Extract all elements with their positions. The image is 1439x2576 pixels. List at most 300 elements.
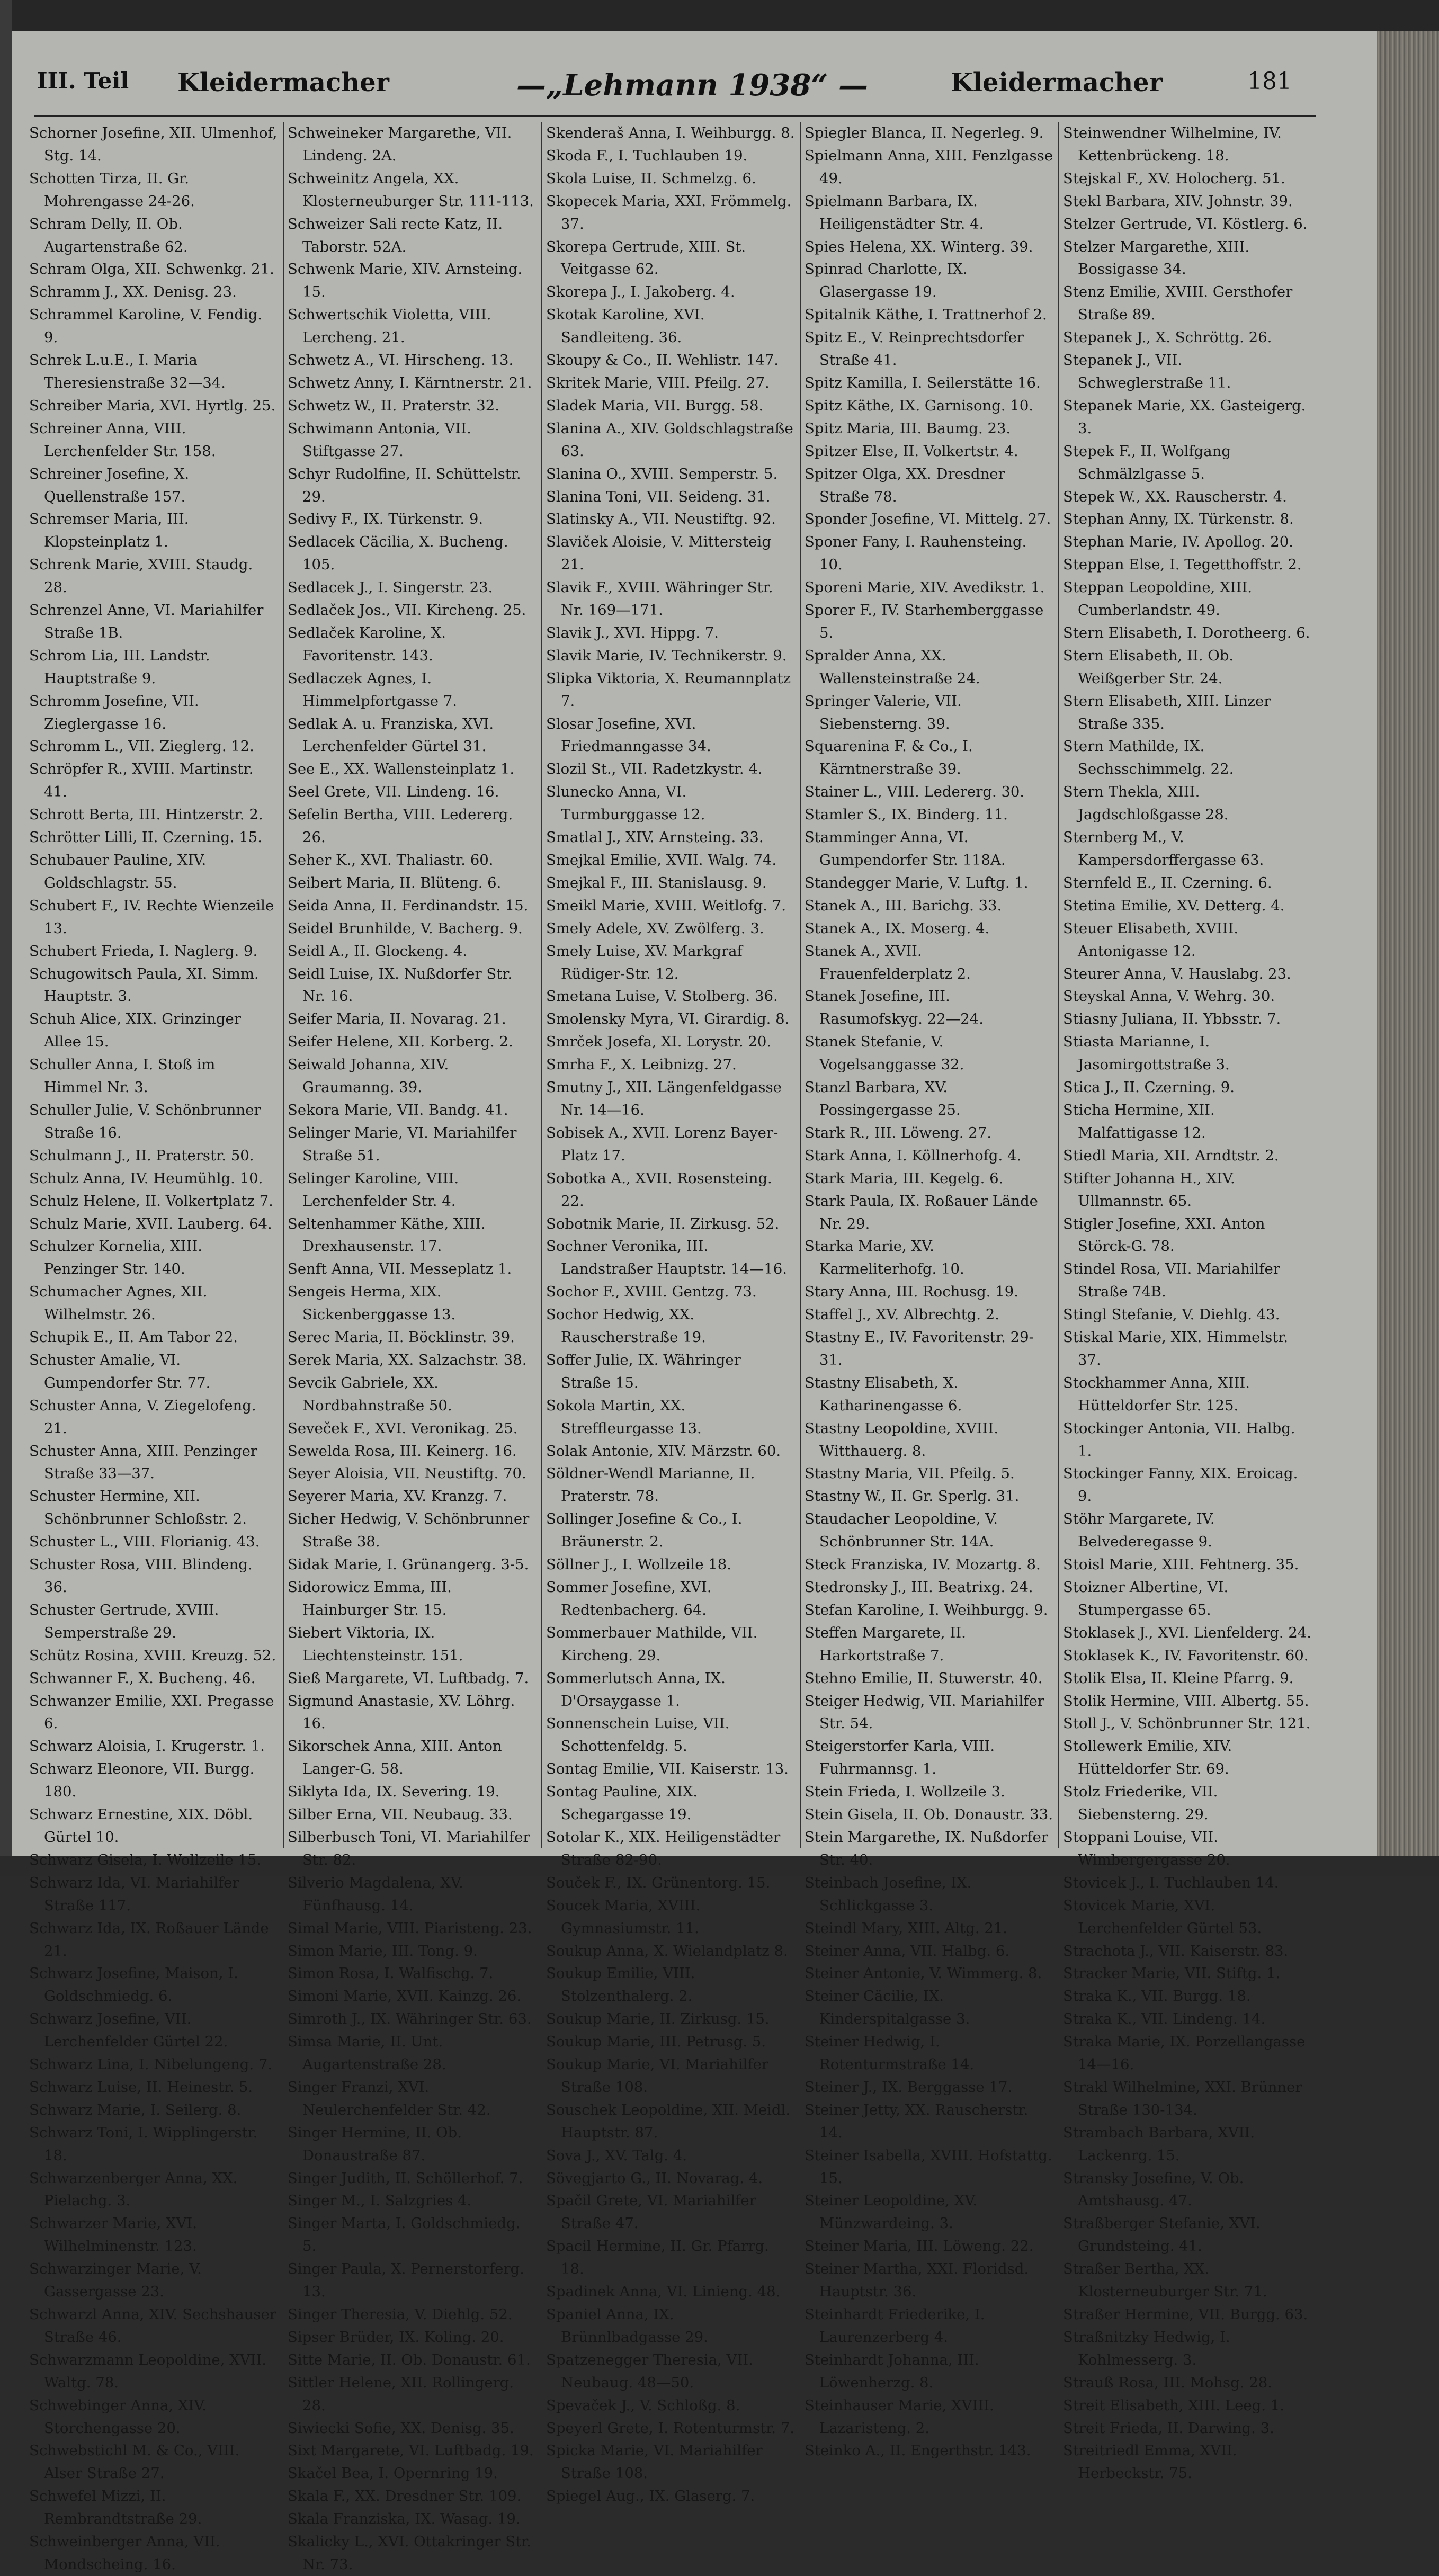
directory-entry: Schyr Rudolfine, II. Schüttelstr. 29. <box>288 465 521 505</box>
directory-entry: Steck Franziska, IV. Mozartg. 8. <box>805 1556 1041 1573</box>
directory-entry: Skalicky L., XVI. Ottakringer Str. Nr. 73. <box>288 2533 531 2573</box>
directory-entry: Schuster Anna, XIII. Penzinger Straße 33—37. <box>29 1442 258 1482</box>
directory-entry: Stastny Leopoldine, XVIII. Witthauerg. 8. <box>805 1419 999 1460</box>
directory-entry: Schwetz Anny, I. Kärntnerstr. 21. <box>288 374 532 391</box>
directory-entry: Slaviček Aloisie, V. Mittersteig 21. <box>546 533 771 574</box>
directory-entry: Selinger Marie, VI. Mariahilfer Straße 51. <box>288 1124 517 1164</box>
column-divider <box>541 122 542 1848</box>
directory-entry: Skorepa J., I. Jakoberg. 4. <box>546 283 735 301</box>
directory-entry: Smely Adele, XV. Zwölferg. 3. <box>546 919 764 937</box>
directory-entry: Stejskal F., XV. Holocherg. 51. <box>1063 169 1285 187</box>
directory-entry: Skala F., XX. Dresdner Str. 109. <box>288 2488 522 2505</box>
directory-entry: Stern Elisabeth, I. Dorotheerg. 6. <box>1063 624 1310 641</box>
directory-entry: Springer Valerie, VII. Siebensterng. 39. <box>805 692 962 732</box>
directory-entry: Sicher Hedwig, V. Schönbrunner Straße 38. <box>288 1510 530 1551</box>
directory-entry: Simsa Marie, II. Unt. Augartenstraße 28. <box>288 2033 446 2073</box>
directory-entry: Steiner Antonie, V. Wimmerg. 8. <box>805 1965 1042 1982</box>
directory-entry: Singer Hermine, II. Ob. Donaustraße 87. <box>288 2124 462 2164</box>
directory-entry: Schwarzer Marie, XVI. Wilhelminenstr. 123. <box>29 2215 197 2255</box>
directory-entry: Sevcik Gabriele, XX. Nordbahnstraße 50. <box>288 1374 452 1414</box>
directory-entry: Steigerstorfer Karla, VIII. Fuhrmannsg. 1. <box>805 1738 995 1778</box>
directory-column-1 <box>29 122 278 2573</box>
directory-entry: Sommerbauer Mathilde, VII. Kircheng. 29. <box>546 1624 758 1664</box>
page-number: 181 <box>1247 68 1292 95</box>
directory-entry: Stockhammer Anna, XIII. Hütteldorfer Str. 125. <box>1063 1374 1250 1414</box>
directory-entry: Slanina O., XVIII. Semperstr. 5. <box>546 465 778 482</box>
directory-entry: Straka K., VII. Burgg. 18. <box>1063 1988 1251 2005</box>
directory-entry: Sidak Marie, I. Grünangerg. 3-5. <box>288 1556 529 1573</box>
directory-entry: Steindl Mary, XIII. Altg. 21. <box>805 1919 1008 1937</box>
directory-entry: Sponder Josefine, VI. Mittelg. 27. <box>805 511 1051 528</box>
directory-entry: Seher K., XVI. Thaliastr. 60. <box>288 852 494 869</box>
directory-entry: Schweineker Margarethe, VII. Lindeng. 2A. <box>288 124 512 164</box>
directory-entry: Stefan Karoline, I. Weihburgg. 9. <box>805 1601 1048 1618</box>
directory-entry: Stoisl Marie, XIII. Fehtnerg. 35. <box>1063 1556 1299 1573</box>
directory-entry: Stoklasek J., XVI. Lienfelderg. 24. <box>1063 1624 1312 1641</box>
directory-entry: Sitte Marie, II. Ob. Donaustr. 61. <box>288 2351 531 2368</box>
directory-entry: Siebert Viktoria, IX. Liechtensteinstr. 151. <box>288 1624 463 1664</box>
directory-entry: Schwetz A., VI. Hirscheng. 13. <box>288 352 514 369</box>
directory-entry: Simal Marie, VIII. Piaristeng. 23. <box>288 1919 532 1937</box>
directory-entry: Simoni Marie, XVII. Kainzg. 26. <box>288 1988 522 2005</box>
directory-entry: Schuster Anna, V. Ziegelofeng. 21. <box>29 1397 256 1437</box>
directory-entry: Seifer Helene, XII. Korberg. 2. <box>288 1033 513 1051</box>
directory-entry: Sigmund Anastasie, XV. Löhrg. 16. <box>288 1692 515 1732</box>
directory-entry: Soucek Maria, XVIII. Gymnasiumstr. 11. <box>546 1897 701 1937</box>
directory-entry: Steiner Leopoldine, XV. Münzwardeing. 3. <box>805 2192 978 2232</box>
directory-entry: Steffen Margarete, II. Harkortstraße 7. <box>805 1624 966 1664</box>
directory-entry: Stelzer Margarethe, XIII. Bossigasse 34. <box>1063 238 1250 278</box>
directory-entry: Seiwald Johanna, XIV. Graumanng. 39. <box>288 1056 449 1096</box>
directory-entry: Spitz Käthe, IX. Garnisong. 10. <box>805 397 1034 414</box>
scan-left-border <box>0 0 12 1876</box>
directory-entry: Sladek Maria, VII. Burgg. 58. <box>546 397 764 414</box>
directory-entry: Schwarz Ida, VI. Mariahilfer Straße 117. <box>29 1874 239 1914</box>
directory-entry: Schreiner Josefine, X. Quellenstraße 157. <box>29 465 190 505</box>
directory-entry: Singer Marta, I. Goldschmiedg. 5. <box>288 2215 521 2255</box>
header-rule <box>34 115 1316 117</box>
directory-entry: Smejkal F., III. Stanislausg. 9. <box>546 874 767 891</box>
directory-entry: Stingl Stefanie, V. Diehlg. 43. <box>1063 1306 1280 1323</box>
column-divider <box>283 122 284 1848</box>
directory-entry: Schulz Anna, IV. Heumühlg. 10. <box>29 1169 263 1187</box>
directory-entry: Sonnenschein Luise, VII. Schottenfeldg. 5. <box>546 1715 730 1755</box>
directory-entry: Slipka Viktoria, X. Reumannplatz 7. <box>546 669 791 710</box>
directory-entry: Seel Grete, VII. Lindeng. 16. <box>288 783 499 801</box>
directory-entry: Schuller Julie, V. Schönbrunner Straße 16. <box>29 1101 261 1141</box>
directory-entry: Stelzer Gertrude, VI. Köstlerg. 6. <box>1063 215 1308 232</box>
directory-entry: Schwenk Marie, XIV. Arnsteing. 15. <box>288 261 523 301</box>
directory-entry: Slavik J., XVI. Hippg. 7. <box>546 624 719 641</box>
directory-entry: Stica J., II. Czerning. 9. <box>1063 1079 1235 1096</box>
directory-entry: Stoklasek K., IV. Favoritenstr. 60. <box>1063 1647 1309 1664</box>
directory-entry: Stiedl Maria, XII. Arndtstr. 2. <box>1063 1147 1279 1164</box>
directory-entry: Skačel Bea, I. Opernring 19. <box>288 2465 498 2482</box>
directory-entry: Spielmann Barbara, IX. Heiligenstädter Str. 4. <box>805 192 984 232</box>
directory-entry: Soukup Marie, III. Petrusg. 5. <box>546 2033 766 2051</box>
directory-entry: Sengeis Herma, XIX. Sickenberggasse 13. <box>288 1283 456 1323</box>
directory-entry: Schubert Frieda, I. Naglerg. 9. <box>29 942 258 960</box>
directory-entry: Schram Delly, II. Ob. Augartenstraße 62. <box>29 215 188 255</box>
directory-entry: Sontag Pauline, XIX. Schegargasse 19. <box>546 1783 698 1823</box>
header-title: —„Lehmann 1938“ — <box>516 68 868 103</box>
directory-entry: Sternfeld E., II. Czerning. 6. <box>1063 874 1272 891</box>
directory-entry: Seibert Maria, II. Blüteng. 6. <box>288 874 502 891</box>
directory-entry: Stark Paula, IX. Roßauer Lände Nr. 29. <box>805 1192 1038 1232</box>
directory-entry: Stark Anna, I. Köllnerhofg. 4. <box>805 1147 1022 1164</box>
directory-entry: Seyer Aloisia, VII. Neustiftg. 70. <box>288 1465 526 1482</box>
directory-entry: Spacil Hermine, II. Gr. Pfarrg. 18. <box>546 2238 769 2278</box>
directory-entry: Stockinger Antonia, VII. Halbg. 1. <box>1063 1419 1295 1460</box>
directory-entry: Schwarz Ernestine, XIX. Döbl. Gürtel 10. <box>29 1806 253 1846</box>
directory-entry: Sewelda Rosa, III. Keinerg. 16. <box>288 1442 517 1460</box>
directory-entry: Schwarz Marie, I. Seilerg. 8. <box>29 2101 242 2118</box>
directory-entry: Steppan Leopoldine, XIII. Cumberlandstr. 49. <box>1063 579 1253 619</box>
directory-entry: Schulz Helene, II. Volkertplatz 7. <box>29 1192 273 1210</box>
directory-entry: Sternberg M., V. Kampersdorffergasse 63. <box>1063 829 1264 869</box>
directory-entry: Steiner Anna, VII. Halbg. 6. <box>805 1942 1010 1960</box>
directory-entry: Schuster L., VIII. Florianig. 43. <box>29 1533 260 1551</box>
directory-entry: Steppan Else, I. Tegetthoffstr. 2. <box>1063 556 1302 574</box>
directory-entry: Senft Anna, VII. Messeplatz 1. <box>288 1260 512 1278</box>
directory-entry: Slozil St., VII. Radetzkystr. 4. <box>546 761 763 778</box>
directory-entry: Straka K., VII. Lindeng. 14. <box>1063 2010 1266 2028</box>
directory-entry: Stehno Emilie, II. Stuwerstr. 40. <box>805 1669 1043 1687</box>
directory-entry: Stigler Josefine, XXI. Anton Störck-G. 78. <box>1063 1215 1265 1255</box>
directory-entry: Stern Elisabeth, II. Ob. Weißgerber Str. 24. <box>1063 647 1234 687</box>
directory-entry: Schumacher Agnes, XII. Wilhelmstr. 26. <box>29 1283 208 1323</box>
directory-entry: Singer Paula, X. Pernerstorferg. 13. <box>288 2260 524 2301</box>
directory-entry: Schuster Gertrude, XVIII. Semperstraße 29. <box>29 1601 219 1641</box>
directory-entry: Stastny Elisabeth, X. Katharinengasse 6. <box>805 1374 962 1414</box>
directory-entry: Schremser Maria, III. Klopsteinplatz 1. <box>29 511 189 551</box>
directory-entry: Serec Maria, II. Böcklinstr. 39. <box>288 1329 515 1346</box>
directory-entry: Steuer Elisabeth, XVIII. Antonigasse 12. <box>1063 919 1239 960</box>
directory-entry: Sponer Fany, I. Rauhensteing. 10. <box>805 533 1027 574</box>
directory-entry: Singer Judith, II. Schöllerhof. 7. <box>288 2169 523 2187</box>
directory-entry: Schram Olga, XII. Schwenkg. 21. <box>29 261 274 278</box>
directory-entry: Sixt Margarete, VI. Luftbadg. 19. <box>288 2442 534 2459</box>
directory-entry: Schütz Rosina, XVIII. Kreuzg. 52. <box>29 1647 276 1664</box>
directory-entry: Stanzl Barbara, XV. Possingergasse 25. <box>805 1079 961 1119</box>
directory-entry: Simroth J., IX. Währinger Str. 63. <box>288 2010 532 2028</box>
directory-entry: Seidel Brunhilde, V. Bacherg. 9. <box>288 919 523 937</box>
directory-entry: Stransky Josefine, V. Ob. Amtshausg. 47. <box>1063 2169 1244 2210</box>
column-divider <box>800 122 801 1848</box>
directory-entry: Singer M., I. Salzgries 4. <box>288 2192 472 2210</box>
directory-entry: Speyerl Grete, I. Rotenturmstr. 7. <box>546 2419 795 2437</box>
directory-entry: Schwarz Toni, I. Wipplingerstr. 18. <box>29 2124 258 2164</box>
directory-entry: Spicka Marie, VI. Mariahilfer Straße 108. <box>546 2442 763 2482</box>
directory-entry: Schrom Lia, III. Landstr. Hauptstraße 9. <box>29 647 210 687</box>
directory-entry: Skoupy & Co., II. Wehlistr. 147. <box>546 352 779 369</box>
directory-entry: Sövegjarto G., II. Novarag. 4. <box>546 2169 763 2187</box>
directory-entry: Schwebstichl M. & Co., VIII. Alser Straße 27. <box>29 2442 240 2482</box>
directory-entry: Simon Marie, III. Tong. 9. <box>288 1942 478 1960</box>
directory-entry: Slosar Josefine, XVI. Friedmanngasse 34. <box>546 715 711 755</box>
directory-entry: Stiasta Marianne, I. Jasomirgottstraße 3. <box>1063 1033 1230 1074</box>
directory-entry: Steinhardt Friederike, I. Laurenzerberg 4. <box>805 2306 985 2346</box>
directory-entry: Sedlacek Cäcilia, X. Bucheng. 105. <box>288 533 508 574</box>
directory-entry: Sedlak A. u. Franziska, XVI. Lerchenfelder Gürtel 31. <box>288 715 494 755</box>
directory-entry: Stockinger Fanny, XIX. Eroicag. 9. <box>1063 1465 1298 1505</box>
directory-entry: Stanek Josefine, III. Rasumofskyg. 22—24. <box>805 988 984 1028</box>
directory-entry: Skritek Marie, VIII. Pfeilg. 27. <box>546 374 770 391</box>
directory-entry: Solak Antonie, XIV. Märzstr. 60. <box>546 1442 781 1460</box>
directory-entry: Smely Luise, XV. Markgraf Rüdiger-Str. 12. <box>546 942 743 982</box>
directory-entry: Steiger Hedwig, VII. Mariahilfer Str. 54. <box>805 1692 1044 1732</box>
directory-entry: Schrenzel Anne, VI. Mariahilfer Straße 1B. <box>29 602 264 641</box>
directory-entry: Stastny E., IV. Favoritenstr. 29-31. <box>805 1329 1034 1368</box>
column-divider <box>1058 122 1059 1848</box>
running-header <box>29 64 1316 111</box>
directory-entry: Söllner J., I. Wollzeile 18. <box>546 1556 731 1573</box>
directory-entry: Seidl Luise, IX. Nußdorfer Str. Nr. 16. <box>288 965 513 1005</box>
directory-entry: Stifter Johanna H., XIV. Ullmannstr. 65. <box>1063 1169 1235 1210</box>
directory-entry: Sittler Helene, XII. Rollingerg. 28. <box>288 2374 514 2414</box>
directory-entry: Squarenina F. & Co., I. Kärntnerstraße 39. <box>805 738 973 778</box>
directory-entry: Schwarzinger Marie, V. Gassergasse 23. <box>29 2260 202 2301</box>
directory-entry: Sobisek A., XVII. Lorenz Bayer-Platz 17. <box>546 1124 779 1164</box>
directory-entry: Stiskal Marie, XIX. Himmelstr. 37. <box>1063 1329 1289 1368</box>
directory-entry: Schwarz Lina, I. Nibelungeng. 7. <box>29 2056 273 2073</box>
directory-entry: Sobotka A., XVII. Rosensteing. 22. <box>546 1169 772 1210</box>
directory-entry: Steiner Cäcilie, IX. Kinderspitalgasse 3. <box>805 1988 970 2028</box>
directory-entry: Schrammel Karoline, V. Fendig. 9. <box>29 306 262 346</box>
directory-entry: Stovicek Marie, XVI. Lerchenfelder Gürtel 53. <box>1063 1897 1262 1937</box>
directory-entry: Serek Maria, XX. Salzachstr. 38. <box>288 1351 527 1368</box>
directory-entry: Stolik Hermine, VIII. Albertg. 55. <box>1063 1692 1309 1710</box>
directory-entry: Schwarzenberger Anna, XX. Pielachg. 3. <box>29 2169 238 2210</box>
directory-entry: Schramm J., XX. Denisg. 23. <box>29 283 237 301</box>
directory-entry: Streit Frieda, II. Darwing. 3. <box>1063 2419 1274 2437</box>
directory-entry: Spitzer Else, II. Volkertstr. 4. <box>805 442 1018 460</box>
directory-entry: Stanek A., XVII. Frauenfelderplatz 2. <box>805 942 971 982</box>
directory-entry: Schröpfer R., XVIII. Martinstr. 41. <box>29 761 254 801</box>
directory-entry: Sova J., XV. Talg. 4. <box>546 2146 687 2164</box>
directory-entry: Smetana Luise, V. Stolberg. 36. <box>546 988 778 1005</box>
directory-entry: Stein Margarethe, IX. Nußdorfer Str. 40. <box>805 1828 1049 1868</box>
header-part-label: III. Teil <box>37 68 129 94</box>
directory-entry: Stanek A., III. Barichg. 33. <box>805 897 1002 914</box>
directory-entry: Stedronsky J., III. Beatrixg. 24. <box>805 1579 1033 1596</box>
directory-entry: Sedlacek J., I. Singerstr. 23. <box>288 579 493 596</box>
directory-entry: Spaniel Anna, IX. Brünnlbadgasse 29. <box>546 2306 708 2346</box>
directory-entry: Skopecek Maria, XXI. Frömmelg. 37. <box>546 192 792 232</box>
directory-entry: Schuster Hermine, XII. Schönbrunner Schloßstr. 2. <box>29 1488 247 1528</box>
directory-entry: Souček F., IX. Grünentorg. 15. <box>546 1874 771 1891</box>
directory-entry: Sochor Hedwig, XX. Rauscherstraße 19. <box>546 1306 706 1346</box>
directory-entry: Spies Helena, XX. Winterg. 39. <box>805 238 1033 255</box>
directory-entry: Stepek F., II. Wolfgang Schmälzlgasse 5. <box>1063 442 1231 482</box>
directory-entry: Straßer Hermine, VII. Burgg. 63. <box>1063 2306 1308 2323</box>
directory-entry: Stepanek Marie, XX. Gasteigerg. 3. <box>1063 397 1306 437</box>
directory-entry: Stekl Barbara, XIV. Johnstr. 39. <box>1063 192 1293 210</box>
directory-entry: Stanek A., IX. Moserg. 4. <box>805 919 990 937</box>
directory-entry: Slavik Marie, IV. Technikerstr. 9. <box>546 647 787 664</box>
directory-entry: Stamminger Anna, VI. Gumpendorfer Str. 118A. <box>805 829 1006 869</box>
directory-entry: Schwanzer Emilie, XXI. Pregasse 6. <box>29 1692 274 1732</box>
directory-entry: Schwertschik Violetta, VIII. Lercheng. 21. <box>288 306 491 346</box>
directory-entry: Sidorowicz Emma, III. Hainburger Str. 15. <box>288 1579 452 1618</box>
directory-entry: Stary Anna, III. Rochusg. 19. <box>805 1283 1018 1301</box>
directory-entry: Singer Franzi, XVI. Neulerchenfelder Str. 42. <box>288 2078 491 2118</box>
directory-entry: Stark Maria, III. Kegelg. 6. <box>805 1169 1004 1187</box>
directory-entry: Steinbach Josefine, IX. Schlickgasse 3. <box>805 1874 972 1914</box>
directory-entry: Silverio Magdalena, XV. Fünfhausg. 14. <box>288 1874 463 1914</box>
directory-entry: Stepek W., XX. Rauscherstr. 4. <box>1063 488 1287 505</box>
directory-entry: Spitz Kamilla, I. Seilerstätte 16. <box>805 374 1041 391</box>
directory-entry: Sipser Brüder, IX. Koling. 20. <box>288 2328 504 2346</box>
directory-entry: Schweinitz Angela, XX. Klosterneuburger Str. 111-113. <box>288 169 534 210</box>
directory-entry: Sticha Hermine, XII. Malfattigasse 12. <box>1063 1101 1215 1141</box>
directory-entry: Smrček Josefa, XI. Lorystr. 20. <box>546 1033 772 1051</box>
directory-entry: Smejkal Emilie, XVII. Walg. 74. <box>546 852 777 869</box>
directory-entry: Standegger Marie, V. Luftg. 1. <box>805 874 1029 891</box>
directory-entry: Stern Thekla, XIII. Jagdschloßgasse 28. <box>1063 783 1229 824</box>
directory-entry: Straka Marie, IX. Porzellangasse 14—16. <box>1063 2033 1306 2073</box>
directory-entry: Strachota J., VII. Kaiserstr. 83. <box>1063 1942 1289 1960</box>
directory-entry: Steinhardt Johanna, III. Löwenherzg. 8. <box>805 2351 979 2391</box>
directory-entry: Silber Erna, VII. Neubaug. 33. <box>288 1806 513 1823</box>
directory-entry: Stoll J., V. Schönbrunner Str. 121. <box>1063 1715 1311 1732</box>
directory-column-4 <box>805 122 1053 2459</box>
directory-column-5 <box>1063 122 1312 2482</box>
directory-entry: Soukup Emilie, VIII. Stolzenthalerg. 2. <box>546 1965 695 2005</box>
directory-entry: Sporeni Marie, XIV. Avedikstr. 1. <box>805 579 1045 596</box>
directory-entry: Skoda F., I. Tuchlauben 19. <box>546 147 748 164</box>
directory-entry: Stolz Friederike, VII. Siebensterng. 29. <box>1063 1783 1218 1823</box>
directory-entry: Staffel J., XV. Albrechtg. 2. <box>805 1306 1000 1323</box>
directory-entry: Straßberger Stefanie, XVI. Grundsteing. 41. <box>1063 2215 1261 2255</box>
directory-entry: Stephan Anny, IX. Türkenstr. 8. <box>1063 511 1294 528</box>
directory-entry: Schrek L.u.E., I. Maria Theresienstraße 32—34. <box>29 352 226 391</box>
directory-entry: Stolik Elsa, II. Kleine Pfarrg. 9. <box>1063 1669 1294 1687</box>
directory-entry: Söldner-Wendl Marianne, II. Praterstr. 78. <box>546 1465 755 1505</box>
directory-entry: Singer Theresia, V. Diehlg. 52. <box>288 2306 513 2323</box>
directory-entry: Sochor F., XVIII. Gentzg. 73. <box>546 1283 757 1301</box>
directory-entry: Stiasny Juliana, II. Ybbsstr. 7. <box>1063 1010 1281 1028</box>
directory-entry: Schwarz Josefine, Maison, I. Goldschmiedg. 6. <box>29 1965 238 2005</box>
directory-entry: Spitalnik Käthe, I. Trattnerhof 2. <box>805 306 1047 324</box>
directory-entry: Sedlaček Karoline, X. Favoritenstr. 143. <box>288 624 446 664</box>
directory-entry: Spinrad Charlotte, IX. Glasergasse 19. <box>805 261 968 301</box>
directory-entry: Schwarz Ida, IX. Roßauer Lände 21. <box>29 1919 269 1960</box>
directory-entry: Stindel Rosa, VII. Mariahilfer Straße 74B. <box>1063 1260 1280 1301</box>
directory-entry: Schweinberger Anna, VII. Mondscheing. 16. <box>29 2533 220 2573</box>
directory-entry: Schwarz Gisela, I. Wollzeile 15. <box>29 1851 262 1868</box>
directory-entry: Stainer L., VIII. Ledererg. 30. <box>805 783 1025 801</box>
directory-entry: Schulzer Kornelia, XIII. Penzinger Str. 140. <box>29 1238 202 1278</box>
directory-entry: Sefelin Bertha, VIII. Ledererg. 26. <box>288 806 513 846</box>
directory-entry: See E., XX. Wallensteinplatz 1. <box>288 761 515 778</box>
directory-entry: Schubert F., IV. Rechte Wienzeile 13. <box>29 897 274 937</box>
directory-entry: Strauß Rosa, III. Mohsg. 28. <box>1063 2374 1272 2391</box>
directory-entry: Steiner Martha, XXI. Floridsd. Hauptstr. 36. <box>805 2260 1029 2301</box>
directory-entry: Schulz Marie, XVII. Lauberg. 64. <box>29 1215 272 1232</box>
directory-entry: Schwarz Aloisia, I. Krugerstr. 1. <box>29 1738 265 1755</box>
directory-entry: Schwetz W., II. Praterstr. 32. <box>288 397 499 414</box>
directory-columns <box>29 122 1321 2573</box>
directory-entry: Straßer Bertha, XX. Klosterneuburger Str. 71. <box>1063 2260 1267 2301</box>
directory-entry: Silberbusch Toni, VI. Mariahilfer Str. 82. <box>288 1828 530 1868</box>
directory-entry: Sommerlutsch Anna, IX. D'Orsaygasse 1. <box>546 1669 726 1710</box>
directory-entry: Sobotnik Marie, II. Zirkusg. 52. <box>546 1215 780 1232</box>
directory-entry: Sedivy F., IX. Türkenstr. 9. <box>288 511 484 528</box>
directory-entry: Stanek Stefanie, V. Vogelsanggasse 32. <box>805 1033 964 1074</box>
directory-entry: Slunecko Anna, VI. Turmburggasse 12. <box>546 783 705 824</box>
directory-entry: Skala Franziska, IX. Wasag. 19. <box>288 2510 521 2528</box>
directory-entry: Starka Marie, XV. Karmeliterhofg. 10. <box>805 1238 964 1278</box>
directory-column-3 <box>546 122 795 2505</box>
directory-entry: Schromm L., VII. Zieglerg. 12. <box>29 738 254 755</box>
directory-entry: Sotolar K., XIX. Heiligenstädter Straße 82-90. <box>546 1828 781 1868</box>
directory-entry: Siwiecki Sofie, XX. Denisg. 35. <box>288 2419 514 2437</box>
directory-entry: Schwarz Eleonore, VII. Burgg. 180. <box>29 1760 255 1801</box>
directory-entry: Slanina Toni, VII. Seideng. 31. <box>546 488 771 505</box>
directory-entry: Schuh Alice, XIX. Grinzinger Allee 15. <box>29 1010 241 1051</box>
directory-entry: Stovicek J., I. Tuchlauben 14. <box>1063 1874 1279 1891</box>
directory-entry: Skotak Karoline, XVI. Sandleiteng. 36. <box>546 306 705 346</box>
directory-entry: Smatlal J., XIV. Arnsteing. 33. <box>546 829 764 846</box>
directory-entry: Schulmann J., II. Praterstr. 50. <box>29 1147 254 1164</box>
directory-entry: Stein Frieda, I. Wollzeile 3. <box>805 1783 1005 1801</box>
directory-entry: Strambach Barbara, XVII. Lackenrg. 15. <box>1063 2124 1255 2164</box>
directory-entry: Steiner Hedwig, I. Rotenturmstraße 14. <box>805 2033 975 2073</box>
directory-entry: Sekora Marie, VII. Bandg. 41. <box>288 1101 508 1119</box>
directory-entry: Sontag Emilie, VII. Kaiserstr. 13. <box>546 1760 789 1778</box>
directory-entry: Seifer Maria, II. Novarag. 21. <box>288 1010 506 1028</box>
directory-entry: Soukup Marie, II. Zirkusg. 15. <box>546 2010 770 2028</box>
directory-entry: Seidl A., II. Glockeng. 4. <box>288 942 468 960</box>
directory-entry: Schreiner Anna, VIII. Lerchenfelder Str. 158. <box>29 419 216 460</box>
directory-entry: Sochner Veronika, III. Landstraßer Hauptstr. 14—16. <box>546 1238 787 1278</box>
directory-entry: Spiegel Aug., IX. Glaserg. 7. <box>546 2488 755 2505</box>
directory-entry: Spevaček J., V. Schloßg. 8. <box>546 2396 740 2414</box>
directory-entry: Seyerer Maria, XV. Kranzg. 7. <box>288 1488 507 1505</box>
directory-entry: Stepanek J., VII. Schweglerstraße 11. <box>1063 352 1231 391</box>
header-keyword-left: Kleidermacher <box>177 68 389 97</box>
directory-entry: Spitzer Olga, XX. Dresdner Straße 78. <box>805 465 1005 505</box>
directory-entry: Skorepa Gertrude, XIII. St. Veitgasse 62. <box>546 238 746 278</box>
directory-entry: Steinwendner Wilhelmine, IV. Kettenbrückeng. 18. <box>1063 124 1282 164</box>
directory-entry: Spadinek Anna, VI. Linieng. 48. <box>546 2283 781 2301</box>
directory-entry: Spralder Anna, XX. Wallensteinstraße 24. <box>805 647 980 687</box>
directory-entry: Soffer Julie, IX. Währinger Straße 15. <box>546 1351 741 1391</box>
directory-entry: Spiegler Blanca, II. Negerleg. 9. <box>805 124 1044 141</box>
directory-entry: Steiner Jetty, XX. Rauscherstr. 14. <box>805 2101 1029 2141</box>
scan-top-border <box>0 0 1439 31</box>
directory-entry: Stastny Maria, VII. Pfeilg. 5. <box>805 1465 1015 1482</box>
directory-entry: Stein Gisela, II. Ob. Donaustr. 33. <box>805 1806 1053 1823</box>
directory-entry: Schwarz Luise, II. Heinestr. 5. <box>29 2078 253 2096</box>
directory-entry: Smrha F., X. Leibnizg. 27. <box>546 1056 737 1074</box>
directory-entry: Stollewerk Emilie, XIV. Hütteldorfer Str. 69. <box>1063 1738 1232 1778</box>
directory-entry: Stark R., III. Löweng. 27. <box>805 1124 992 1141</box>
directory-entry: Schwimann Antonia, VII. Stiftgasse 27. <box>288 419 471 460</box>
print-area <box>29 64 1369 2573</box>
directory-entry: Seveček F., XVI. Veronikag. 25. <box>288 1419 518 1437</box>
directory-entry: Stenz Emilie, XVIII. Gersthofer Straße 89. <box>1063 283 1293 324</box>
directory-entry: Sedlaček Jos., VII. Kircheng. 25. <box>288 602 526 619</box>
directory-entry: Slatinsky A., VII. Neustiftg. 92. <box>546 511 776 528</box>
directory-entry: Schuster Rosa, VIII. Blindeng. 36. <box>29 1556 253 1596</box>
directory-entry: Spačil Grete, VI. Mariahilfer Straße 47. <box>546 2192 756 2232</box>
directory-entry: Schugowitsch Paula, XI. Simm. Hauptstr. 3. <box>29 965 259 1005</box>
directory-entry: Stracker Marie, VII. Stiftg. 1. <box>1063 1965 1281 1982</box>
directory-entry: Spielmann Anna, XIII. Fenzlgasse 49. <box>805 147 1053 187</box>
directory-entry: Seida Anna, II. Ferdinandstr. 15. <box>288 897 529 914</box>
